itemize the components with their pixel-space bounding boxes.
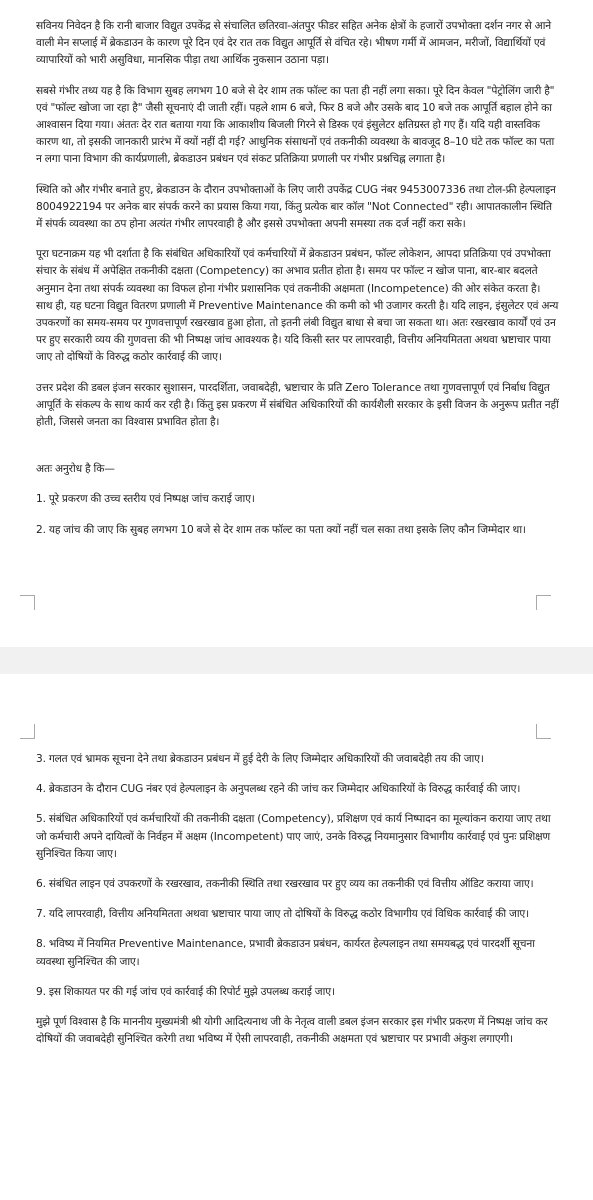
document-page-2 <box>0 674 593 1200</box>
request-item-2: 2. यह जांच की जाए कि सुबह लगभग 10 बजे से देर शाम तक फॉल्ट का पता क्यों नहीं चल सका तथा इसके लिए कौन जिम्मेदार था। <box>36 523 526 536</box>
helpline-paragraph: स्थिति को और गंभीर बनाते हुए, ब्रेकडाउन के दौरान उपभोक्ताओं के लिए जारी उपकेंद्र CUG नंबर 9453007336 तथा टोल-फ्री हेल्पलाइन 8004922194 पर अनेक बार संपर्क करने का प्रयास किया गया, किंतु प्रत्येक बार कॉल "Not Connected" रही। आपातकालीन स्थिति में संपर्क व्यवस्था का ठप होना अत्यंत गंभीर लापरवाही है और इससे उपभोक्ता अपनी समस्या तक दर्ज नहीं करा सके। <box>36 183 556 231</box>
fault-delay-paragraph: सबसे गंभीर तथ्य यह है कि विभाग सुबह लगभग 10 बजे से देर शाम तक फॉल्ट का पता ही नहीं लगा सका। पूरे दिन केवल "पेट्रोलिंग जारी है" एवं "फॉल्ट खोजा जा रहा है" जैसी सूचनाएं दी जाती रहीं। पहले शाम 6 बजे, फिर 8 बजे और उसके बाद 10 बजे तक आपूर्ति बहाल होने का आश्वासन दिया गया। अंततः देर रात बताया गया कि आकाशीय बिजली गिरने से डिस्क एवं इंसुलेटर क्षतिग्रस्त हो गए हैं। यदि यही वास्तविक कारण था, तो इसकी जानकारी प्रारंभ में क्यों नहीं दी गई? आधुनिक संसाधनों एवं तकनीकी व्यवस्था के बावजूद 8–10 घंटे तक फॉल्ट का पता न लगा पाना विभाग की कार्यप्रणाली, ब्रेकडाउन प्रबंधन एवं संकट प्रतिक्रिया प्रणाली पर गंभीर प्रश्नचिह्न लगाता है। <box>36 84 555 166</box>
request-item-7: 7. यदि लापरवाही, वित्तीय अनियमितता अथवा भ्रष्टाचार पाया जाए तो दोषियों के विरुद्ध कठोर विभागीय एवं विधिक कार्रवाई की जाए। <box>36 908 529 921</box>
request-item-8: 8. भविष्य में नियमित Preventive Maintenance, प्रभावी ब्रेकडाउन प्रबंधन, कार्यरत हेल्पलाइन तथा समयबद्ध एवं पारदर्शी सूचना व्यवस्था सुनिश्चित की जाए। <box>36 938 535 968</box>
request-item-5: 5. संबंधित अधिकारियों एवं कर्मचारियों की तकनीकी दक्षता (Competency), प्रशिक्षण एवं कार्य निष्पादन का मूल्यांकन कराया जाए तथा जो कर्मचारी अपने दायित्वों के निर्वहन में अक्षम (Incompetent) पाए जाएं, उनके विरुद्ध नियमानुसार विभागीय कार्रवाई एवं पुनः प्रशिक्षण सुनिश्चित किया जाए। <box>36 813 551 860</box>
request-item-1: 1. पूरे प्रकरण की उच्च स्तरीय एवं निष्पक्ष जांच कराई जाए। <box>36 493 255 506</box>
request-item-3: 3. गलत एवं भ्रामक सूचना देने तथा ब्रेकडाउन प्रबंधन में हुई देरी के लिए जिम्मेदार अधिकारियों की जवाबदेही तय की जाए। <box>36 753 484 765</box>
request-heading: अतः अनुरोध है कि— <box>36 463 115 476</box>
page-separator <box>0 647 593 674</box>
request-item-4: 4. ब्रेकडाउन के दौरान CUG नंबर एवं हेल्पलाइन के अनुपलब्ध रहने की जांच कर जिम्मेदार अधिकारियों के विरुद्ध कार्रवाई की जाए। <box>36 783 521 796</box>
intro-paragraph: सविनय निवेदन है कि रानी बाजार विद्युत उपकेंद्र से संचालित छतिरवा-अंतपुर फीडर सहित अनेक क्षेत्रों के हजारों उपभोक्ता दर्शन नगर से आने वाली मेन सप्लाई में ब्रेकडाउन के कारण पूरे दिन एवं देर रात तक विद्युत आपूर्ति से वंचित रहे। भीषण गर्मी में आमजन, मरीजों, विद्यार्थियों एवं व्यापारियों को भारी असुविधा, मानसिक पीड़ा तथा आर्थिक नुकसान उठाना पड़ा। <box>36 20 552 67</box>
page-corner-mark <box>20 724 35 739</box>
request-item-9: 9. इस शिकायत पर की गई जांच एवं कार्रवाई की रिपोर्ट मुझे उपलब्ध कराई जाए। <box>36 985 335 998</box>
competency-paragraph: पूरा घटनाक्रम यह भी दर्शाता है कि संबंधित अधिकारियों एवं कर्मचारियों में ब्रेकडाउन प्रबंधन, फॉल्ट लोकेशन, आपदा प्रतिक्रिया एवं उपभोक्ता संचार के संबंध में अपेक्षित तकनीकी दक्षता (Competency) का अभाव प्रतीत होता है। समय पर फॉल्ट न खोज पाना, बार-बार बदलते अनुमान देना तथा संपर्क व्यवस्था का विफल होना गंभीर प्रशासनिक एवं तकनीकी अक्षमता (Incompetence) की ओर संकेत करता है। साथ ही, यह घटना विद्युत वितरण प्रणाली में Preventive Maintenance की कमी को भी उजागर करती है। यदि लाइन, इंसुलेटर एवं अन्य उपकरणों का समय-समय पर गुणवत्तापूर्ण रखरखाव हुआ होता, तो इतनी लंबी विद्युत बाधा से बचा जा सकता था। अतः रखरखाव कार्यों एवं उन पर हुए सरकारी व्यय की गुणवत्ता की भी निष्पक्ष जांच आवश्यक है। यदि किसी स्तर पर लापरवाही, वित्तीय अनियमितता अथवा भ्रष्टाचार पाया जाए तो दोषियों के विरुद्ध कठोर कार्रवाई की जाए। <box>36 248 559 364</box>
page-corner-mark <box>536 595 551 610</box>
government-paragraph: उत्तर प्रदेश की डबल इंजन सरकार सुशासन, पारदर्शिता, जवाबदेही, भ्रष्टाचार के प्रति Zero Tolerance तथा गुणवत्तापूर्ण एवं निर्बाध विद्युत आपूर्ति के संकल्प के साथ कार्य कर रही है। किंतु इस प्रकरण में संबंधित अधिकारियों की कार्यशैली सरकार के इसी विजन के अनुरूप प्रतीत नहीं होती, जिससे जनता का विश्वास प्रभावित होता है। <box>36 381 559 429</box>
page-corner-mark <box>20 595 35 610</box>
request-item-6: 6. संबंधित लाइन एवं उपकरणों के रखरखाव, तकनीकी स्थिति तथा रखरखाव पर हुए व्यय का तकनीकी एवं वित्तीय ऑडिट कराया जाए। <box>36 878 534 891</box>
page-2-body <box>36 751 559 1061</box>
page-corner-mark <box>536 724 551 739</box>
closing-paragraph: मुझे पूर्ण विश्वास है कि माननीय मुख्यमंत्री श्री योगी आदित्यनाथ जी के नेतृत्व वाली डबल इंजन सरकार इस गंभीर प्रकरण में निष्पक्ष जांच कर दोषियों की जवाबदेही सुनिश्चित करेगी तथा भविष्य में ऐसी लापरवाही, तकनीकी अक्षमता एवं भ्रष्टाचार पर प्रभावी अंकुश लगाएगी। <box>36 1016 548 1046</box>
page-1-body <box>36 18 559 552</box>
